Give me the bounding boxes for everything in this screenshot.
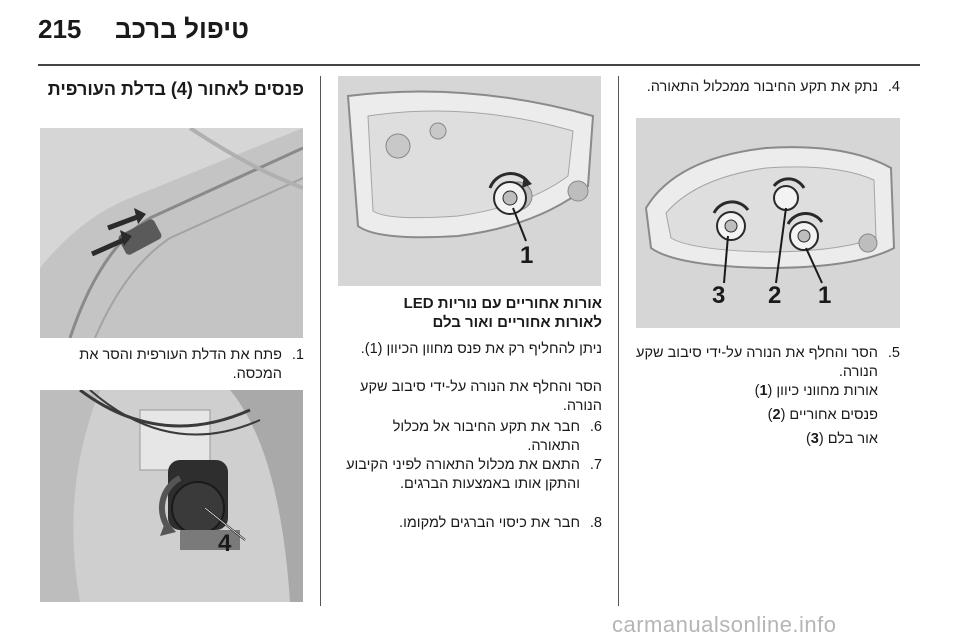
step-item: [636, 344, 900, 382]
step-item: [40, 346, 304, 384]
legend-number: 2: [772, 407, 781, 423]
step-item: [338, 418, 602, 456]
step-text: הסר והחלף את הנורה על-ידי סיבוב שקע הנורה.: [636, 345, 878, 380]
subheading-line: אורות אחוריים עם נוריות LED: [403, 295, 602, 312]
legend-label: פנסים אחוריים: [789, 407, 878, 423]
figure-callout: 1: [818, 282, 832, 309]
figure-callout: 4: [218, 530, 232, 557]
column-divider: [320, 76, 321, 606]
subheading-line: לאורות אחוריים ואור בלם: [432, 314, 602, 331]
step-text: פתח את הדלת העורפית והסר את המכסה.: [79, 347, 282, 382]
step-text: נתק את תקע החיבור ממכלול התאורה.: [646, 79, 878, 95]
figure-tail-lamp-led: [338, 76, 601, 286]
step-item: [636, 78, 900, 97]
step-item: [338, 514, 602, 533]
step-item: [338, 456, 602, 494]
column-divider: [618, 76, 619, 606]
step-number: 1.: [291, 347, 304, 363]
paragraph: ניתן להחליף רק את פנס מחוון הכיוון (1).: [360, 341, 602, 357]
legend-item: אור בלם (3): [805, 431, 878, 447]
figure-callout: 2: [768, 282, 782, 309]
header-divider: [38, 64, 920, 66]
section-title: טיפול ברכב: [115, 14, 249, 44]
step-number: 4.: [887, 79, 900, 95]
legend-item: פנסים אחוריים (2): [767, 407, 878, 423]
paragraph: הסר והחלף את הנורה על-ידי סיבוב שקע הנורה.: [360, 379, 602, 414]
step-number: 7.: [589, 457, 602, 473]
step-text: חבר את תקע החיבור אל מכלול התאורה.: [392, 419, 580, 454]
step-text: התאם את מכלול התאורה לפיני הקיבוע והתקן אותו באמצעות הברגים.: [346, 457, 580, 492]
legend-number: 3: [810, 431, 819, 447]
figure-tailgate-trim: [40, 128, 303, 338]
step-number: 6.: [589, 419, 602, 435]
figure-callout: 3: [712, 282, 726, 309]
figure-tail-lamp-bulbs: [636, 118, 900, 328]
step-number: 8.: [589, 515, 602, 531]
legend-label: אור בלם: [827, 431, 878, 447]
step-number: 5.: [887, 345, 900, 361]
figure-tailgate-lamp: [40, 390, 303, 602]
watermark: carmanualsonline.info: [612, 612, 837, 637]
legend-item: אורות מחווני כיוון (1): [754, 383, 878, 399]
section-heading: פנסים לאחור (4) בדלת העורפית: [47, 79, 304, 99]
subheading: [338, 294, 602, 332]
step-text: חבר את כיסוי הברגים למקומו.: [399, 515, 580, 531]
page-number: 215: [38, 14, 82, 44]
legend-label: אורות מחווני כיוון: [776, 383, 878, 399]
figure-callout: 1: [520, 242, 534, 269]
legend-number: 1: [759, 383, 768, 399]
